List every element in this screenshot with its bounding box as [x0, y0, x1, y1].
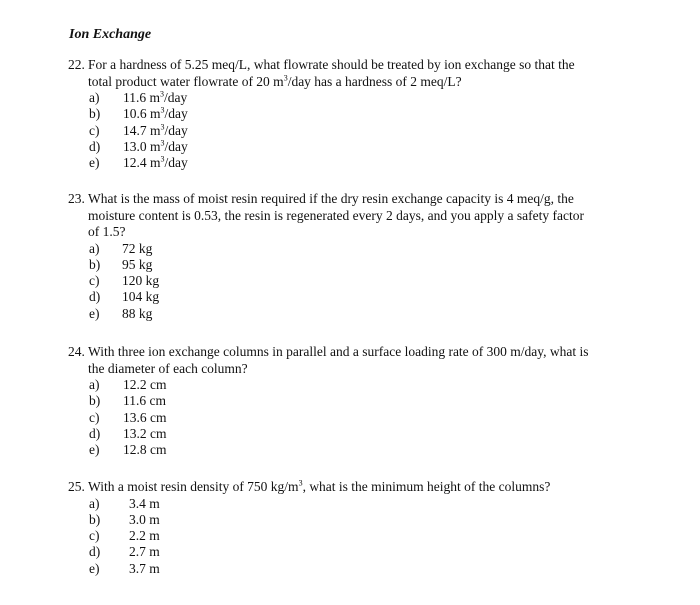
question-25 — [68, 479, 643, 577]
option-b: b) 95 kg — [89, 256, 153, 272]
stem-line-3: of 1.5? — [88, 224, 126, 239]
question-24 — [68, 344, 643, 458]
option-e: e) 3.7 m — [89, 560, 160, 576]
option-d: d) 104 kg — [89, 289, 160, 305]
option-b: b) 3.0 m — [89, 511, 160, 527]
question-stem — [68, 57, 643, 90]
stem-line-1: For a hardness of 5.25 meq/L, what flowrate should be treated by ion exchange so that the — [88, 57, 575, 72]
question-stem — [68, 479, 643, 496]
option-c: c) 2.2 m — [89, 528, 160, 544]
option-b: b) 10.6 $m^3$/day — [89, 105, 188, 122]
stem-line-1: With a moist resin density of 750 $kg/m^3$, what is the minimum height of the columns? — [88, 478, 551, 494]
question-stem — [68, 344, 643, 377]
stem-line-2: the diameter of each column? — [88, 360, 248, 376]
option-a: a) 3.4 m — [89, 495, 160, 511]
option-b: b) 11.6 cm — [89, 393, 166, 409]
question-number: 23. — [68, 191, 85, 206]
question-stem — [68, 191, 643, 241]
stem-line-1: With three ion exchange columns in parallel and a surface loading rate of 300 m/day, what is — [88, 344, 589, 359]
option-d: d) 13.2 cm — [89, 425, 167, 441]
question-22 — [68, 57, 643, 171]
stem-line-1: What is the mass of moist resin required if the dry resin exchange capacity is 4 meq/g, the — [88, 191, 574, 206]
option-c: c) 13.6 cm — [89, 409, 167, 425]
option-c: c) 120 kg — [89, 273, 160, 289]
option-e: e) 88 kg — [89, 305, 153, 321]
question-23 — [68, 191, 643, 322]
option-a: a) 12.2 cm — [89, 377, 167, 392]
stem-line-2: total product water flowrate of 20 $m^3$/day has a hardness of 2 meq/L? — [88, 73, 462, 89]
question-number: 24. — [68, 344, 85, 359]
stem-line-2: moisture content is 0.53, the resin is regenerated every 2 days, and you apply a safety factor — [88, 207, 584, 223]
section-title: Ion Exchange — [69, 27, 152, 42]
option-d: d) 13.0 $m^3$/day — [89, 138, 188, 154]
option-d: d) 2.7 m — [89, 544, 160, 560]
question-number: 22. — [68, 57, 85, 72]
question-number: 25. — [68, 479, 85, 494]
option-a: a) 11.6 $m^3$/day — [89, 89, 188, 105]
option-e: e) 12.8 cm — [89, 442, 167, 458]
option-e: e) 12.4 $m^3$/day — [89, 154, 188, 171]
option-a: a) 72 kg — [89, 240, 153, 256]
option-c: c) 14.7 $m^3$/day — [89, 122, 188, 138]
